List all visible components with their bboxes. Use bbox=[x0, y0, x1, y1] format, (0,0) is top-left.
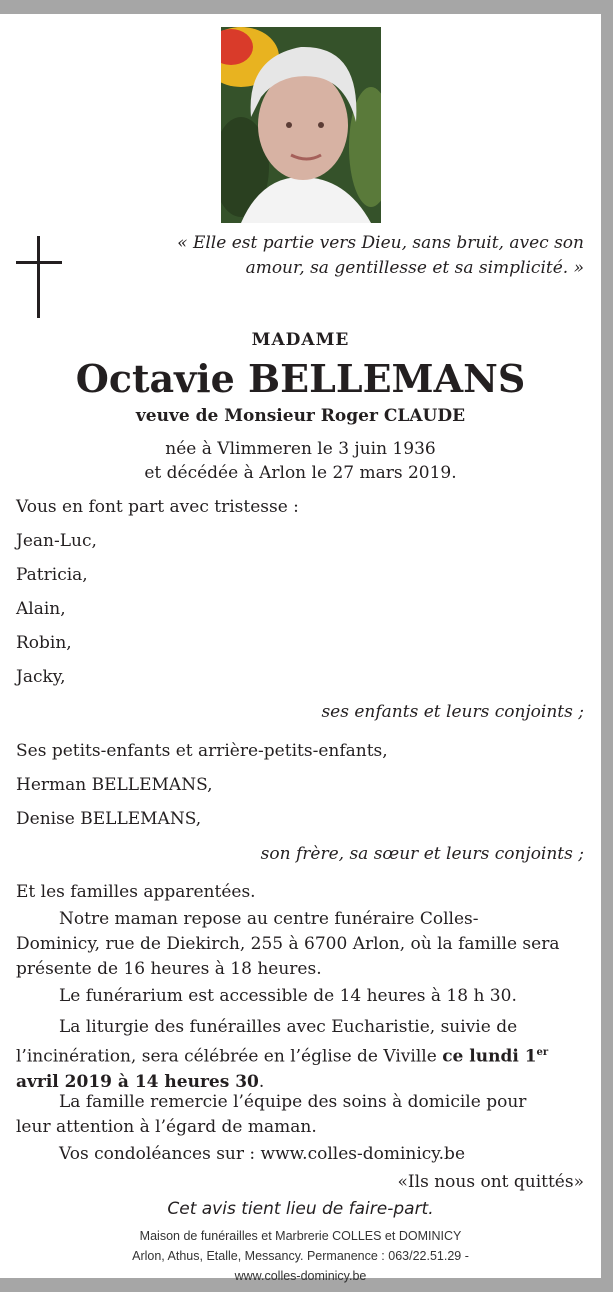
liturgy-end: . bbox=[258, 1071, 265, 1092]
child-name: Jean-Luc, bbox=[16, 531, 97, 551]
liturgy-ordinal: er bbox=[536, 1047, 549, 1058]
liturgy-text: La liturgie des funérailles avec Eucharistie, suivie de l’incinération, sera célébrée en l’église de Viville bbox=[16, 1017, 518, 1067]
rest-paragraph: Notre maman repose au centre funéraire Colles-Dominicy, rue de Diekirch, 255 à 6700 Arlon, où la famille sera présente de 16 heures à 18 heures. bbox=[16, 909, 560, 979]
memorial-quote: « Elle est partie vers Dieu, sans bruit, avec son amour, sa gentillesse et sa simplicité. » bbox=[177, 233, 584, 278]
liturgy-paragraph bbox=[16, 1015, 561, 1095]
deceased-name: Octavie BELLEMANS bbox=[75, 356, 526, 401]
portrait-photo bbox=[221, 27, 381, 223]
portrait-image bbox=[221, 27, 381, 223]
honorific: MADAME bbox=[251, 330, 350, 350]
intro-line: Vous en font part avec tristesse : bbox=[16, 497, 299, 517]
funeral-home-website: www.colles-dominicy.be bbox=[234, 1269, 367, 1283]
death-notice bbox=[0, 14, 601, 1283]
liturgy-day: ce lundi 1 bbox=[442, 1046, 537, 1067]
sibling-name: Denise BELLEMANS, bbox=[16, 809, 202, 829]
funerarium-paragraph: Le funérarium est accessible de 14 heures à 18 h 30. bbox=[59, 986, 517, 1006]
closing-quote: «Ils nous ont quittés» bbox=[397, 1172, 584, 1192]
siblings-role: son frère, sa sœur et leurs conjoints ; bbox=[260, 844, 584, 864]
child-name: Robin, bbox=[16, 633, 72, 653]
child-name: Patricia, bbox=[16, 565, 88, 585]
spouse-line: veuve de Monsieur Roger CLAUDE bbox=[135, 406, 466, 426]
sibling-name: Herman BELLEMANS, bbox=[16, 775, 213, 795]
child-name: Jacky, bbox=[16, 667, 66, 687]
birth-death-dates bbox=[0, 437, 601, 485]
funeral-home-contact: Arlon, Athus, Etalle, Messancy. Permanence : 063/22.51.29 - bbox=[132, 1249, 469, 1263]
thanks-paragraph: La famille remercie l’équipe des soins à domicile pour leur attention à l’égard de maman. bbox=[16, 1092, 527, 1137]
child-name: Alain, bbox=[16, 599, 66, 619]
children-role: ses enfants et leurs conjoints ; bbox=[321, 702, 584, 722]
liturgy-date: avril 2019 à 14 heures 30 bbox=[16, 1071, 259, 1092]
funeral-home-name: Maison de funérailles et Marbrerie COLLES et DOMINICY bbox=[139, 1229, 462, 1243]
death-line: et décédée à Arlon le 27 mars 2019. bbox=[144, 463, 457, 483]
birth-line: née à Vlimmeren le 3 juin 1936 bbox=[165, 439, 436, 459]
cross-icon bbox=[14, 236, 64, 318]
families-line: Et les familles apparentées. bbox=[16, 882, 256, 902]
tient-lieu-notice: Cet avis tient lieu de faire-part. bbox=[167, 1199, 434, 1219]
condolences-line: Vos condoléances sur : www.colles-dominicy.be bbox=[59, 1144, 465, 1164]
grandchildren-line: Ses petits-enfants et arrière-petits-enfants, bbox=[16, 741, 388, 761]
